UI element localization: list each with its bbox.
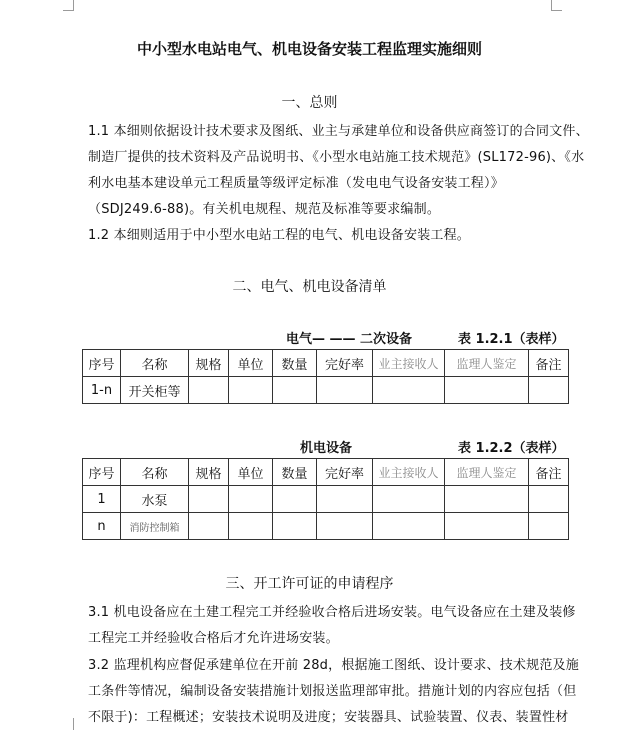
table-cell: 消防控制箱 bbox=[121, 513, 189, 540]
header-cell: 完好率 bbox=[317, 459, 373, 486]
table-header-row bbox=[83, 350, 569, 377]
paragraph-1-1-line-3: 利水电基本建设单元工程质量等级评定标准（发电电气设备安装工程）》 bbox=[88, 176, 504, 191]
table-cell bbox=[529, 513, 569, 540]
table-2-caption: 机电设备 bbox=[300, 441, 353, 456]
table-header-row bbox=[83, 459, 569, 486]
table-cell bbox=[373, 377, 445, 404]
paragraph-3-2-line-1: 3.2 监理机构应督促承建单位在开前 28d，根据施工图纸、设计要求、技术规范及施 bbox=[88, 658, 579, 673]
margin-mark-top-right bbox=[551, 0, 562, 11]
header-cell: 完好率 bbox=[317, 350, 373, 377]
table-cell bbox=[529, 377, 569, 404]
paragraph-3-2-line-2: 工条件等情况，编制设备安装措施计划报送监理部审批。措施计划的内容应包括（但 bbox=[88, 684, 577, 699]
table-cell bbox=[189, 377, 229, 404]
paragraph-3-1-line-1: 3.1 机电设备应在土建工程完工并经验收合格后进场安装。电气设备应在土建及装修 bbox=[88, 605, 576, 620]
table-row bbox=[83, 513, 569, 540]
margin-mark-bottom-left bbox=[63, 718, 74, 730]
paragraph-1-1-line-4: （SDJ249.6-88)。有关机电规程、规范及标准等要求编制。 bbox=[88, 202, 441, 217]
header-cell: 序号 bbox=[83, 350, 121, 377]
table-cell: 1-n bbox=[83, 377, 121, 404]
table-cell bbox=[317, 486, 373, 513]
table-cell: 水泵 bbox=[121, 486, 189, 513]
header-cell: 备注 bbox=[529, 350, 569, 377]
table-cell bbox=[445, 486, 529, 513]
table-cell bbox=[229, 377, 273, 404]
header-cell: 监理人鉴定 bbox=[445, 350, 529, 377]
table-2-number: 表 1.2.2（表样） bbox=[458, 441, 565, 456]
paragraph-1-1-line-2: 制造厂提供的技术资料及产品说明书、《小型水电站施工技术规范》(SL172-96)、《水 bbox=[88, 150, 585, 165]
table-cell bbox=[273, 486, 317, 513]
section-3-heading: 三、开工许可证的申请程序 bbox=[225, 576, 394, 592]
header-cell: 监理人鉴定 bbox=[445, 459, 529, 486]
paragraph-3-2-line-3: 不限于)：工程概述；安装技术说明及进度；安装器具、试验装置、仪表、装置性材 bbox=[88, 710, 569, 725]
table-cell bbox=[273, 513, 317, 540]
header-cell: 单位 bbox=[229, 459, 273, 486]
table-cell bbox=[273, 377, 317, 404]
table-cell bbox=[373, 513, 445, 540]
header-cell: 规格 bbox=[189, 459, 229, 486]
table-1-number: 表 1.2.1（表样） bbox=[458, 332, 565, 347]
table-row bbox=[83, 486, 569, 513]
header-cell: 规格 bbox=[189, 350, 229, 377]
equipment-table-1 bbox=[82, 349, 569, 404]
table-row bbox=[83, 377, 569, 404]
equipment-table-2 bbox=[82, 458, 569, 540]
header-cell: 业主接收人 bbox=[373, 350, 445, 377]
document-title: 中小型水电站电气、机电设备安装工程监理实施细则 bbox=[136, 40, 482, 58]
table-cell bbox=[317, 513, 373, 540]
header-cell: 序号 bbox=[83, 459, 121, 486]
section-2-heading: 二、电气、机电设备清单 bbox=[232, 279, 387, 295]
table-cell bbox=[189, 486, 229, 513]
header-cell: 数量 bbox=[273, 350, 317, 377]
table-1-caption: 电气— —— 二次设备 bbox=[286, 332, 413, 347]
paragraph-1-1-line-1: 1.1 本细则依据设计技术要求及图纸、业主与承建单位和设备供应商签订的合同文件、 bbox=[88, 124, 589, 139]
table-cell: n bbox=[83, 513, 121, 540]
table-cell bbox=[189, 513, 229, 540]
header-cell: 备注 bbox=[529, 459, 569, 486]
margin-mark-top-left bbox=[63, 0, 74, 11]
header-cell: 单位 bbox=[229, 350, 273, 377]
table-cell bbox=[317, 377, 373, 404]
table-cell bbox=[373, 486, 445, 513]
section-1-heading: 一、总则 bbox=[281, 95, 338, 111]
header-cell: 数量 bbox=[273, 459, 317, 486]
paragraph-3-1-line-2: 工程完工并经验收合格后才允许进场安装。 bbox=[88, 631, 339, 646]
table-cell bbox=[229, 513, 273, 540]
header-cell: 名称 bbox=[121, 459, 189, 486]
table-cell bbox=[445, 377, 529, 404]
table-cell bbox=[229, 486, 273, 513]
table-cell: 开关柜等 bbox=[121, 377, 189, 404]
table-cell bbox=[529, 486, 569, 513]
paragraph-1-2: 1.2 本细则适用于中小型水电站工程的电气、机电设备安装工程。 bbox=[88, 228, 471, 243]
table-cell: 1 bbox=[83, 486, 121, 513]
header-cell: 业主接收人 bbox=[373, 459, 445, 486]
table-cell bbox=[445, 513, 529, 540]
header-cell: 名称 bbox=[121, 350, 189, 377]
